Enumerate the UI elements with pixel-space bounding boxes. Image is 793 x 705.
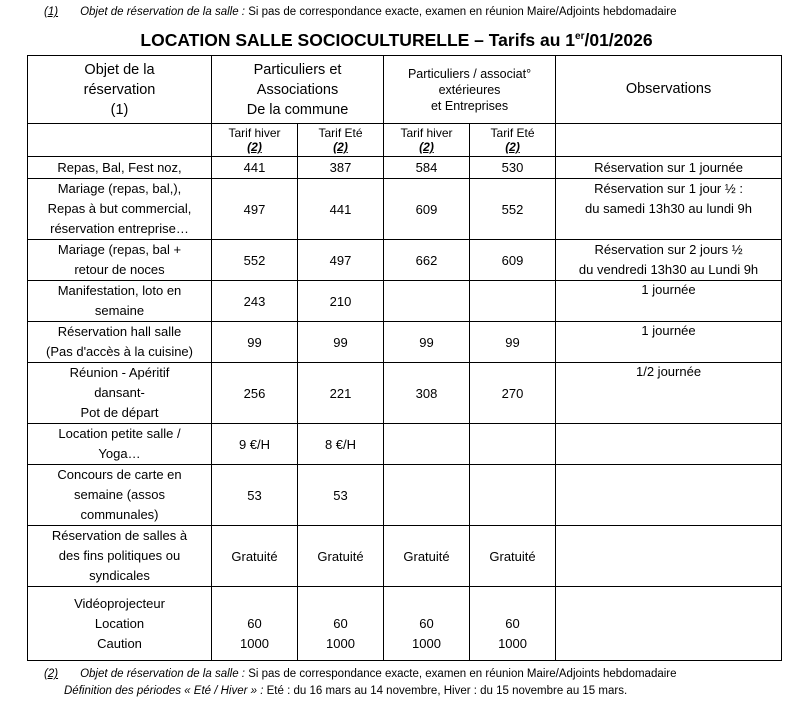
table-row (28, 465, 782, 526)
row-value: 60 1000 (384, 587, 470, 661)
row-objet: Réservation hall salle (Pas d'accès à la cuisine) (28, 322, 212, 363)
row-value: 221 (298, 363, 384, 424)
bottom-notes (44, 666, 784, 700)
row-value (384, 465, 470, 526)
table-row (28, 526, 782, 587)
header-commune: Particuliers et Associations De la commune (212, 56, 384, 124)
row-value: 256 (212, 363, 298, 424)
row-observation (556, 424, 782, 465)
row-value: 662 (384, 240, 470, 281)
row-value: 243 (212, 281, 298, 322)
row-value: Gratuité (212, 526, 298, 587)
page-title: LOCATION SALLE SOCIOCULTURELLE – Tarifs au 1er/01/2026 (140, 30, 653, 50)
row-observation: Réservation sur 2 jours ½ du vendredi 13h30 au Lundi 9h (556, 240, 782, 281)
row-value: 530 (470, 157, 556, 179)
row-value: 99 (298, 322, 384, 363)
row-objet: Manifestation, loto en semaine (28, 281, 212, 322)
row-value: 441 (212, 157, 298, 179)
tariff-table (27, 55, 782, 661)
row-value: 270 (470, 363, 556, 424)
row-observation: Réservation sur 1 journée (556, 157, 782, 179)
subheader-hiver-commune: Tarif hiver (2) (212, 124, 298, 157)
row-observation (556, 526, 782, 587)
footnote-2: (2) Objet de réservation de la salle : Si pas de correspondance exacte, examen en réunion Maire/Adjoints hebdomadaire (44, 668, 677, 680)
period-definition: Définition des périodes « Eté / Hiver » : Eté : du 16 mars au 14 novembre, Hiver : du 15 novembre au 15 mars. (64, 685, 628, 697)
row-value: 99 (212, 322, 298, 363)
subheader-empty (28, 124, 212, 157)
note-lead: Objet de réservation de la salle : (80, 6, 245, 18)
header-row (28, 56, 782, 124)
row-objet: Location petite salle / Yoga… (28, 424, 212, 465)
row-value: 8 €/H (298, 424, 384, 465)
row-value: Gratuité (470, 526, 556, 587)
row-value: 308 (384, 363, 470, 424)
note-text: Si pas de correspondance exacte, examen en réunion Maire/Adjoints hebdomadaire (245, 6, 677, 18)
row-value: Gratuité (384, 526, 470, 587)
row-value (470, 465, 556, 526)
row-objet: Réservation de salles à des fins politiques ou syndicales (28, 526, 212, 587)
header-observations: Observations (556, 56, 782, 124)
table-row (28, 179, 782, 240)
row-value: 60 1000 (212, 587, 298, 661)
row-value: 609 (384, 179, 470, 240)
table-row (28, 587, 782, 661)
row-value (470, 281, 556, 322)
row-value (384, 281, 470, 322)
row-value: 609 (470, 240, 556, 281)
row-value: 60 1000 (470, 587, 556, 661)
row-value (470, 424, 556, 465)
row-value: 497 (298, 240, 384, 281)
row-observation (556, 465, 782, 526)
table-row (28, 240, 782, 281)
row-observation: 1 journée (556, 322, 782, 363)
row-objet: Concours de carte en semaine (assos communales) (28, 465, 212, 526)
row-value: 552 (470, 179, 556, 240)
row-objet: Vidéoprojecteur Location Caution (28, 587, 212, 661)
header-exterieurs: Particuliers / associat° extérieures et Entreprises (384, 56, 556, 124)
subheader-ete-commune: Tarif Eté (2) (298, 124, 384, 157)
row-value: 441 (298, 179, 384, 240)
row-value: 584 (384, 157, 470, 179)
row-objet: Mariage (repas, bal,), Repas à but commercial, réservation entreprise… (28, 179, 212, 240)
row-value: Gratuité (298, 526, 384, 587)
row-value: 210 (298, 281, 384, 322)
subheader-hiver-ext: Tarif hiver (2) (384, 124, 470, 157)
row-observation (556, 587, 782, 661)
subheader-ete-ext: Tarif Eté (2) (470, 124, 556, 157)
row-value: 497 (212, 179, 298, 240)
row-observation: 1/2 journée (556, 363, 782, 424)
row-value: 99 (470, 322, 556, 363)
row-value: 99 (384, 322, 470, 363)
table-row (28, 322, 782, 363)
row-value: 9 €/H (212, 424, 298, 465)
row-objet: Mariage (repas, bal + retour de noces (28, 240, 212, 281)
row-value: 53 (212, 465, 298, 526)
table-row (28, 157, 782, 179)
row-value: 387 (298, 157, 384, 179)
subheader-row (28, 124, 782, 157)
row-value: 552 (212, 240, 298, 281)
row-objet: Réunion - Apéritif dansant- Pot de départ (28, 363, 212, 424)
row-observation: 1 journée (556, 281, 782, 322)
table-row (28, 363, 782, 424)
note-ref: (1) (44, 6, 59, 18)
subheader-obs-empty (556, 124, 782, 157)
row-value (384, 424, 470, 465)
row-value: 53 (298, 465, 384, 526)
row-objet: Repas, Bal, Fest noz, (28, 157, 212, 179)
header-objet: Objet de la réservation (1) (28, 56, 212, 124)
table-row (28, 281, 782, 322)
top-note (44, 6, 784, 18)
table-row (28, 424, 782, 465)
row-value: 60 1000 (298, 587, 384, 661)
row-observation: Réservation sur 1 jour ½ : du samedi 13h30 au lundi 9h (556, 179, 782, 240)
